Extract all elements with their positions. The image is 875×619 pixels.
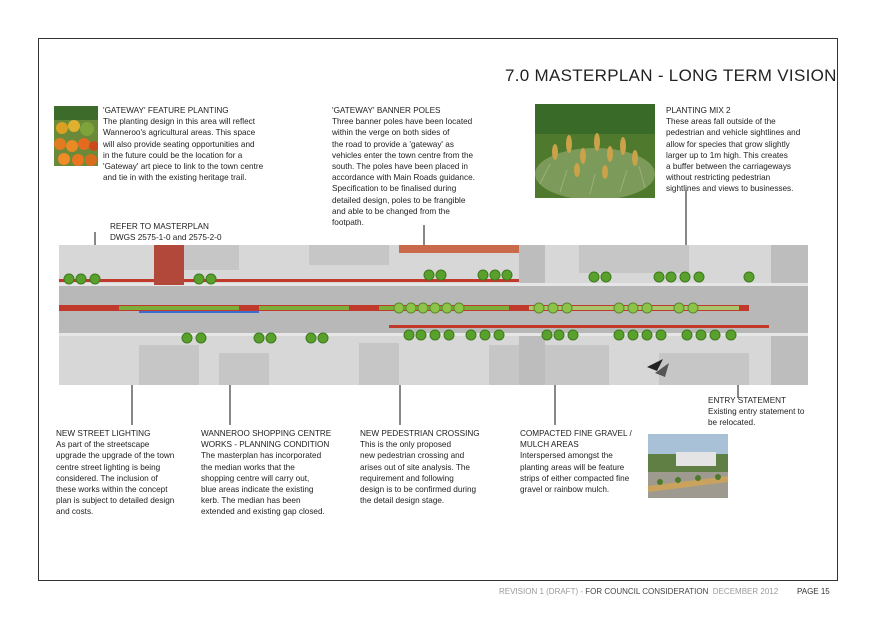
gateway-planting-heading: 'GATEWAY' FEATURE PLANTING xyxy=(103,106,229,115)
gateway-planting-body: The planting design in this area will reflect Wanneroo's agricultural areas. This space will also provide seating opportunities and in the future could be the location for a 'Gateway' art piece to link to the town centre and tie in with the existing heritage trail. xyxy=(103,117,264,183)
gateway-planting-photo xyxy=(54,106,98,166)
entry-body: Existing entry statement to be relocated. xyxy=(708,407,805,428)
refer-body: DWGS 2575-1-0 and 2575-2-0 xyxy=(110,233,222,243)
entry-note xyxy=(708,395,828,429)
footer-date: DECEMBER 2012 xyxy=(708,587,779,596)
street-lighting-body: As part of the streetscape upgrade the upgrade of the town centre street lighting is being considered. The inclusion of these works within the concept plan is subject to detailed design and costs. xyxy=(56,440,175,517)
banner-poles-body: Three banner poles have been located within the verge on both sides of the road to provide a 'gateway' as vehicles enter the town centre from the south. The poles have been placed in accordance with Main Roads guidance. Specification to be finalised during detailed design, poles to be frangible and able to be changed from the footpath. xyxy=(332,117,475,228)
gravel-body: Interspersed amongst the planting areas will be feature strips of either compacted fine gravel or rainbow mulch. xyxy=(520,451,630,495)
planting-mix-body: These areas fall outside of the pedestrian and vehicle sightlines and allow for species that grow slightly larger up to 1m high. This creates a buffer between the carriageways without restricting pedestrian sightlines and views to businesses. xyxy=(666,117,801,194)
gravel-heading: COMPACTED FINE GRAVEL / MULCH AREAS xyxy=(520,429,632,450)
gravel-photo xyxy=(648,434,728,498)
street-lighting-heading: NEW STREET LIGHTING xyxy=(56,429,151,438)
footer-revision-text: REVISION 1 (DRAFT) - xyxy=(499,587,586,596)
shopping-centre-note xyxy=(201,428,351,518)
planting-mix-photo xyxy=(535,104,655,198)
refer-heading: REFER TO MASTERPLAN xyxy=(110,222,209,231)
entry-heading: ENTRY STATEMENT xyxy=(708,396,787,405)
crossing-note xyxy=(360,428,510,506)
refer-note xyxy=(110,221,260,243)
footer-revision xyxy=(499,587,778,596)
street-lighting-note xyxy=(56,428,201,518)
crossing-body: This is the only proposed new pedestrian crossing and arises out of site analysis. The requirement and following design is to be confirmed during the detail design stage. xyxy=(360,440,477,506)
page-number: PAGE 15 xyxy=(797,587,830,596)
crossing-heading: NEW PEDESTRIAN CROSSING xyxy=(360,429,480,438)
footer-consideration: FOR COUNCIL CONSIDERATION xyxy=(585,587,709,596)
shopping-centre-body: The masterplan has incorporated the median works that the shopping centre will carry out, blue areas indicate the existing kerb. The median has been extended and existing gap closed. xyxy=(201,451,325,517)
banner-poles-note xyxy=(332,105,502,228)
gravel-note xyxy=(520,428,650,495)
gateway-planting-note xyxy=(103,105,303,183)
masterplan-aerial xyxy=(59,245,808,385)
shopping-centre-heading: WANNEROO SHOPPING CENTRE WORKS - PLANNING CONDITION xyxy=(201,429,332,450)
planting-mix-heading: PLANTING MIX 2 xyxy=(666,106,731,115)
page-title: 7.0 MASTERPLAN - LONG TERM VISION xyxy=(505,66,837,85)
planting-mix-note xyxy=(666,105,816,195)
banner-poles-heading: 'GATEWAY' BANNER POLES xyxy=(332,106,441,115)
